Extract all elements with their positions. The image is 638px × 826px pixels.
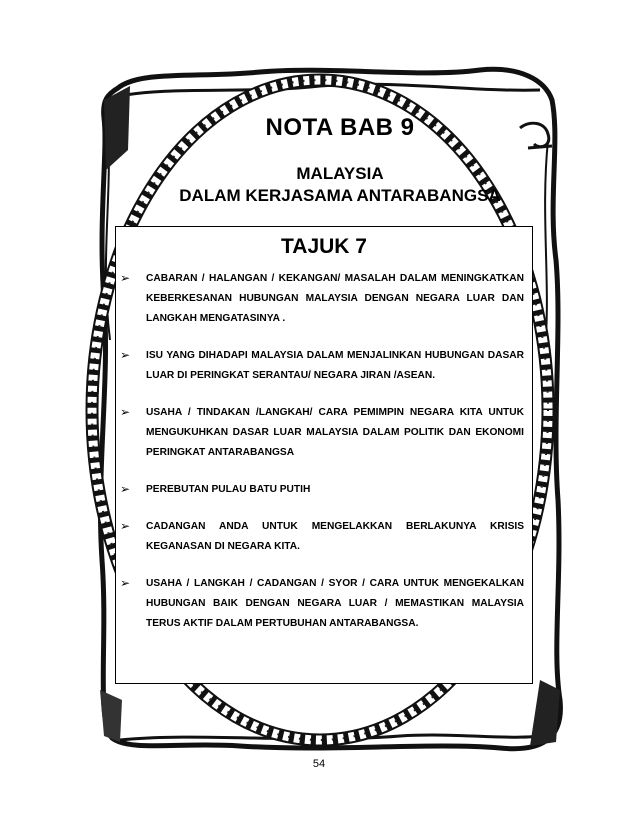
arrow-bullet-icon: ➢ bbox=[120, 271, 131, 285]
subtitle-topic: DALAM KERJASAMA ANTARABANGSA bbox=[179, 186, 501, 205]
list-item-text: USAHA / LANGKAH / CADANGAN / SYOR / CARA UNTUK MENGEKALKAN HUBUNGAN BAIK DENGAN NEGARA LUAR / MEMASTIKAN MALAYSIA TERUS AKTIF DALAM PERTUBUHAN ANTARABANGSA. bbox=[146, 578, 524, 629]
arrow-bullet-icon: ➢ bbox=[120, 348, 131, 362]
topic-heading: TAJUK 7 bbox=[281, 235, 367, 258]
page-number: 54 bbox=[312, 758, 326, 770]
list-item bbox=[120, 403, 524, 463]
list-item bbox=[120, 574, 524, 634]
list-item-text: USAHA / TINDAKAN /LANGKAH/ CARA PEMIMPIN NEGARA KITA UNTUK MENGUKUHKAN DASAR LUAR MALAYSIA DALAM POLITIK DAN EKONOMI PERINGKAT ANTARABANGSA bbox=[146, 407, 524, 458]
list-item-text: ISU YANG DIHADAPI MALAYSIA DALAM MENJALINKAN HUBUNGAN DASAR LUAR DI PERINGKAT SERANTAU/ NEGARA JIRAN /ASEAN. bbox=[146, 350, 524, 381]
topic-box bbox=[115, 226, 533, 684]
subtitle-country: MALAYSIA bbox=[296, 164, 384, 183]
list-item bbox=[120, 517, 524, 557]
list-item-text: CADANGAN ANDA UNTUK MENGELAKKAN BERLAKUNYA KRISIS KEGANASAN DI NEGARA KITA. bbox=[146, 521, 524, 552]
list-item bbox=[120, 269, 524, 329]
page-title: NOTA BAB 9 bbox=[265, 114, 415, 141]
topic-list bbox=[116, 269, 532, 634]
list-item bbox=[120, 346, 524, 386]
list-item-text: CABARAN / HALANGAN / KEKANGAN/ MASALAH DALAM MENINGKATKAN KEBERKESANAN HUBUNGAN MALAYSIA DENGAN NEGARA LUAR DAN LANGKAH MENGATASINYA . bbox=[146, 273, 524, 324]
arrow-bullet-icon: ➢ bbox=[120, 519, 131, 533]
arrow-bullet-icon: ➢ bbox=[120, 576, 131, 590]
list-item-text: PEREBUTAN PULAU BATU PUTIH bbox=[146, 484, 311, 495]
arrow-bullet-icon: ➢ bbox=[120, 482, 131, 496]
list-item bbox=[120, 480, 524, 500]
arrow-bullet-icon: ➢ bbox=[120, 405, 131, 419]
header-block bbox=[150, 110, 530, 206]
